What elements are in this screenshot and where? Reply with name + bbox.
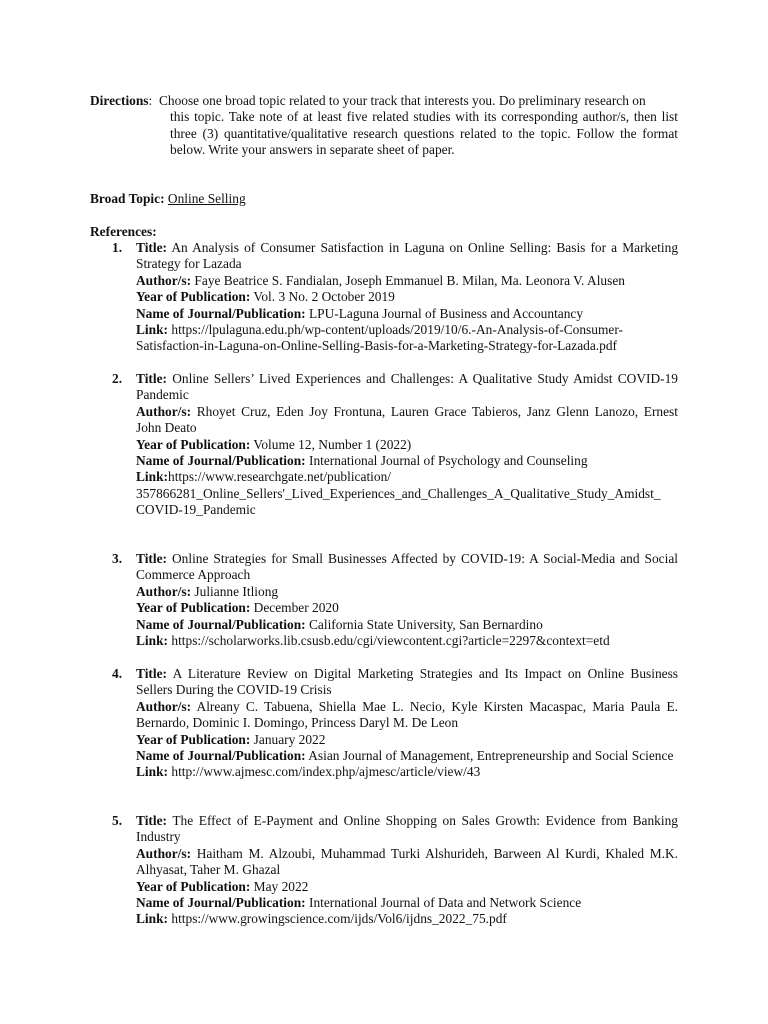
reference-year (136, 732, 678, 748)
title-label: Title: (136, 666, 167, 681)
reference-journal (136, 895, 678, 911)
reference-author (136, 404, 678, 437)
title-label: Title: (136, 371, 167, 386)
journal-label: Name of Journal/Publication: (136, 616, 306, 632)
link-value[interactable]: https://scholarworks.lib.csusb.edu/cgi/viewcontent.cgi?article=2297&context=etd (171, 633, 610, 649)
title-value: The Effect of E-Payment and Online Shopping on Sales Growth: Evidence from Banking Industry (136, 813, 678, 845)
author-value: Julianne Itliong (194, 583, 279, 599)
year-label: Year of Publication: (136, 878, 251, 894)
directions-paragraph (90, 93, 678, 159)
directions-line1: Choose one broad topic related to your track that interests you. Do preliminary research on (158, 93, 646, 108)
author-value: Faye Beatrice S. Fandialan, Joseph Emmanuel B. Milan, Ma. Leonora V. Alusen (194, 272, 625, 288)
journal-label: Name of Journal/Publication: (136, 748, 306, 764)
reference-link (136, 633, 678, 649)
reference-link (136, 911, 678, 927)
reference-author (136, 584, 678, 600)
directions-label: Directions (90, 93, 149, 108)
link-value[interactable]: https://www.growingscience.com/ijds/Vol6/ijdns_2022_75.pdf (171, 911, 507, 927)
reference-title (136, 551, 678, 584)
author-label: Author/s: (136, 698, 192, 714)
broad-topic-label: Broad Topic: (90, 191, 165, 206)
reference-link (136, 764, 678, 780)
broad-topic-value: Online Selling (167, 191, 246, 206)
reference-author (136, 699, 678, 732)
reference-link (136, 469, 678, 485)
year-value: May 2022 (253, 878, 309, 894)
link-label: Link: (136, 469, 169, 485)
year-label: Year of Publication: (136, 436, 251, 452)
link-value[interactable]: http://www.ajmesc.com/index.php/ajmesc/article/view/43 (171, 764, 481, 780)
reference-year (136, 879, 678, 895)
reference-link-cont[interactable]: Satisfaction-in-Laguna-on-Online-Selling-Basis-for-a-Marketing-Strategy-for-Lazada.pdf (136, 338, 617, 354)
directions-rest: this topic. Take note of at least five related studies with its corresponding author/s, then list three (3) quantitative/qualitative research questions related to the topic. Follow the format below. Write your answers in separate sheet of paper. (170, 109, 678, 158)
author-label: Author/s: (136, 845, 192, 861)
journal-label: Name of Journal/Publication: (136, 305, 306, 321)
reference-item (112, 240, 678, 355)
reference-journal (136, 453, 678, 469)
title-value: Online Sellers’ Lived Experiences and Challenges: A Qualitative Study Amidst COVID-19 Pandemic (136, 371, 678, 403)
year-label: Year of Publication: (136, 600, 251, 616)
directions-first-line: Directions: Choose one broad topic related to your track that interests you. Do preliminary research on (90, 93, 646, 108)
reference-title (136, 666, 678, 699)
link-value[interactable]: https://lpulaguna.edu.ph/wp-content/uploads/2019/10/6.-An-Analysis-of-Consumer- (171, 322, 623, 338)
link-label: Link: (136, 911, 169, 927)
reference-author (136, 273, 678, 289)
reference-number: 5. (112, 813, 123, 828)
year-value: Volume 12, Number 1 (2022) (253, 436, 412, 452)
author-label: Author/s: (136, 272, 192, 288)
link-label: Link: (136, 764, 169, 780)
year-label: Year of Publication: (136, 289, 251, 305)
reference-item (112, 813, 678, 928)
year-label: Year of Publication: (136, 731, 251, 747)
reference-item (112, 551, 678, 649)
reference-link-cont[interactable]: COVID-19_Pandemic (136, 502, 256, 518)
title-value: An Analysis of Consumer Satisfaction in Laguna on Online Selling: Basis for a Marketing Strategy for Lazada (136, 240, 679, 272)
title-value: A Literature Review on Digital Marketing Strategies and Its Impact on Online Business Sellers During the COVID-19 Crisis (136, 666, 679, 698)
reference-title (136, 813, 678, 846)
title-label: Title: (136, 551, 167, 566)
journal-value: International Journal of Data and Network Science (308, 895, 582, 911)
reference-journal (136, 306, 678, 322)
reference-year (136, 289, 678, 305)
author-label: Author/s: (136, 583, 192, 599)
reference-year (136, 437, 678, 453)
journal-value: LPU-Laguna Journal of Business and Accountancy (308, 305, 584, 321)
link-value[interactable]: https://www.researchgate.net/publication/ (168, 469, 392, 485)
author-value: Alreany C. Tabuena, Shiella Mae L. Necio, Kyle Kirsten Macaspac, Maria Paula E. Bernardo, Dominic I. Domingo, Princess Daryl M. De Leon (136, 698, 678, 731)
reference-number: 3. (112, 551, 123, 566)
year-value: December 2020 (253, 600, 339, 616)
broad-topic (90, 191, 246, 207)
journal-value: California State University, San Bernardino (308, 616, 543, 632)
year-value: January 2022 (253, 731, 326, 747)
reference-journal (136, 748, 678, 764)
journal-value: Asian Journal of Management, Entrepreneurship and Social Science (308, 748, 674, 764)
title-label: Title: (136, 813, 167, 828)
journal-label: Name of Journal/Publication: (136, 895, 306, 911)
title-label: Title: (136, 240, 167, 255)
author-value: Rhoyet Cruz, Eden Joy Frontuna, Lauren Grace Tabieros, Janz Glenn Lanozo, Ernest John Deato (136, 403, 678, 436)
reference-link (136, 322, 678, 338)
reference-item (112, 371, 678, 519)
reference-link-cont[interactable]: 357866281_Online_Sellers'_Lived_Experiences_and_Challenges_A_Qualitative_Study_Amidst_ (136, 485, 661, 501)
author-label: Author/s: (136, 403, 192, 419)
reference-author (136, 846, 678, 879)
references-heading: References: (90, 224, 157, 239)
link-label: Link: (136, 633, 169, 649)
reference-journal (136, 617, 678, 633)
title-value: Online Strategies for Small Businesses Affected by COVID-19: A Social-Media and Social Commerce Approach (136, 551, 678, 583)
link-label: Link: (136, 322, 169, 338)
year-value: Vol. 3 No. 2 October 2019 (253, 289, 395, 305)
journal-value: International Journal of Psychology and Counseling (308, 453, 588, 469)
reference-item (112, 666, 678, 781)
author-value: Haitham M. Alzoubi, Muhammad Turki Alshurideh, Barween Al Kurdi, Khaled M.K. Alhyasat, Taher M. Ghazal (136, 845, 678, 878)
reference-year (136, 600, 678, 616)
reference-number: 4. (112, 666, 123, 681)
reference-title (136, 240, 678, 273)
journal-label: Name of Journal/Publication: (136, 453, 306, 469)
reference-number: 2. (112, 371, 123, 386)
reference-title (136, 371, 678, 404)
reference-number: 1. (112, 240, 123, 255)
